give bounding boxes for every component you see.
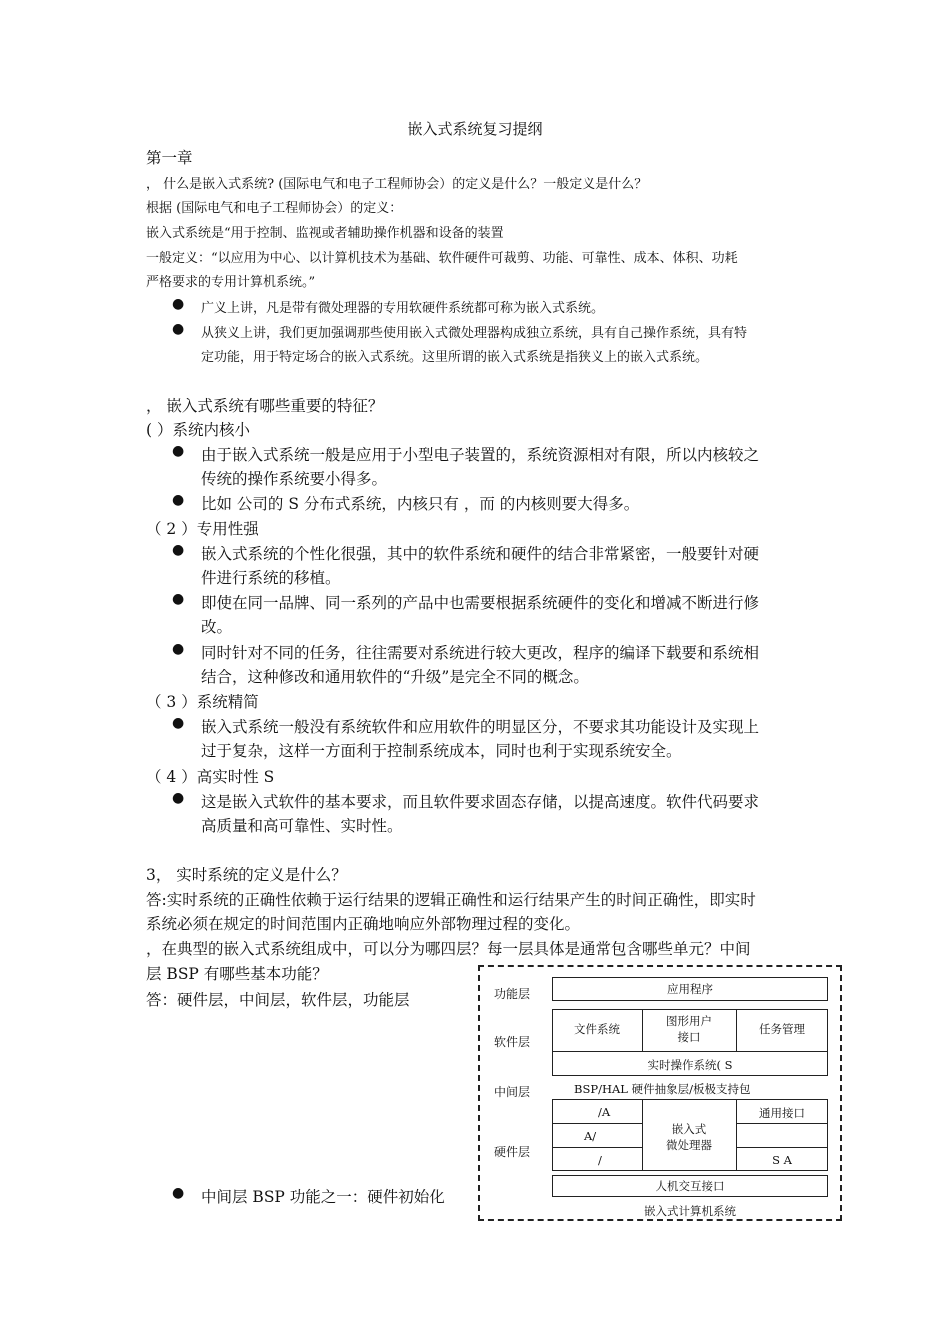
q3-answer-line2: 系统必须在规定的时间范围内正确地响应外部物理过程的变化。 bbox=[146, 915, 581, 933]
divider bbox=[552, 1123, 642, 1124]
file-system-label: 文件系统 bbox=[574, 1022, 620, 1036]
q2-h2-bullet3-line1: 同时针对不同的任务，往往需要对系统进行较大更改，程序的编译下载要和系统相 bbox=[201, 644, 760, 662]
divider bbox=[736, 1147, 828, 1148]
q2-h4-bullet1-line1: 这是嵌入式软件的基本要求，而且软件要求固态存储，以提高速度。软件代码要求 bbox=[201, 793, 760, 811]
bullet-icon: ● bbox=[172, 492, 185, 508]
divider bbox=[552, 1051, 828, 1052]
application-box: 应用程序 bbox=[552, 977, 828, 1001]
q2-heading1: ( ）系统内核小 bbox=[146, 421, 250, 439]
bullet-icon: ● bbox=[172, 591, 185, 607]
hardware-cell-c: / bbox=[598, 1153, 602, 1167]
q3-answer-line1: 答:实时系统的正确性依赖于运行结果的逻辑正确性和运行结果产生的时间正确性，即实时 bbox=[146, 891, 756, 909]
q2-h2-bullet1-line1: 嵌入式系统的个性化很强，其中的软件系统和硬件的结合非常紧密，一般要针对硬 bbox=[201, 545, 760, 563]
q2-h4-bullet1-line2: 高质量和高可靠性、实时性。 bbox=[201, 817, 403, 835]
gui-label-line1: 图形用户 bbox=[666, 1014, 712, 1028]
q2-heading2: （ 2 ）专用性强 bbox=[146, 520, 259, 538]
layer-label-software: 软件层 bbox=[494, 1035, 531, 1049]
q1-bullet1: 广义上讲，凡是带有微处理器的专用软硬件系统都可称为嵌入式系统。 bbox=[201, 301, 605, 316]
divider bbox=[552, 1147, 642, 1148]
hmi-box: 人机交互接口 bbox=[552, 1175, 828, 1197]
q1-general-definition-line1: 一般定义：“以应用为中心、以计算机技术为基础、软件硬件可裁剪、功能、可靠性、成本、体积、功耗 bbox=[146, 251, 738, 266]
hardware-cell-a: /A bbox=[598, 1105, 611, 1119]
chapter-heading: 第一章 bbox=[146, 149, 193, 167]
q2-h2-bullet2-line1: 即使在同一品牌、同一系列的产品中也需要根据系统硬件的变化和增减不断进行修 bbox=[201, 594, 760, 612]
bullet-icon: ● bbox=[172, 790, 185, 806]
q2-h2-bullet2-line2: 改。 bbox=[201, 618, 233, 636]
task-management-label: 任务管理 bbox=[759, 1022, 805, 1036]
hardware-cell-b: A/ bbox=[584, 1129, 597, 1143]
q4-question-line2: 层 BSP 有哪些基本功能？ bbox=[146, 965, 328, 983]
bullet-icon: ● bbox=[172, 641, 185, 657]
rtos-label: 实时操作系统( S bbox=[647, 1058, 733, 1072]
q2-h1-bullet1-line2: 传统的操作系统要小得多。 bbox=[201, 470, 388, 488]
document-title: 嵌入式系统复习提纲 bbox=[407, 120, 543, 138]
q1-intro: 根据 (国际电气和电子工程师协会）的定义： bbox=[146, 201, 403, 216]
bullet-icon: ● bbox=[172, 443, 185, 459]
q4-answer: 答：硬件层，中间层，软件层，功能层 bbox=[146, 991, 410, 1009]
q4-question-line1: ，在典型的嵌入式系统组成中，可以分为哪四层？每一层具体是通常包含哪些单元？中间 bbox=[146, 940, 751, 958]
q2-h3-bullet1-line1: 嵌入式系统一般没有系统软件和应用软件的明显区分，不要求其功能设计及实现上 bbox=[201, 718, 760, 736]
general-io-label: 通用接口 bbox=[759, 1106, 805, 1120]
layer-label-hardware: 硬件层 bbox=[494, 1145, 531, 1159]
q2-h1-bullet2: 比如 公司的 S 分布式系统，内核只有 ，而 的内核则要大得多。 bbox=[201, 495, 640, 513]
q1-general-definition-line2: 严格要求的专用计算机系统。” bbox=[146, 275, 316, 290]
gui-label-line2: 接口 bbox=[677, 1030, 701, 1044]
q2-h2-bullet3-line2: 结合，这种修改和通用软件的“升级”是完全不同的概念。 bbox=[201, 668, 589, 686]
q1-question: ， 什么是嵌入式系统? (国际电气和电子工程师协会）的定义是什么？一般定义是什么？ bbox=[146, 177, 648, 192]
bullet-icon: ● bbox=[172, 321, 185, 337]
divider bbox=[552, 1075, 828, 1076]
hardware-cell-sa: S A bbox=[772, 1153, 792, 1167]
divider bbox=[736, 1123, 828, 1124]
q2-heading3: （ 3 ）系统精简 bbox=[146, 693, 259, 711]
q4-bullet: 中间层 BSP 功能之一：硬件初始化 bbox=[201, 1188, 445, 1206]
bullet-icon: ● bbox=[172, 715, 185, 731]
q1-bullet2-line1: 从狭义上讲，我们更加强调那些使用嵌入式微处理器构成独立系统，具有自己操作系统，具有特 bbox=[201, 326, 748, 341]
q3-question: 3， 实时系统的定义是什么？ bbox=[146, 866, 347, 884]
q2-h1-bullet1-line1: 由于嵌入式系统一般是应用于小型电子装置的，系统资源相对有限，所以内核较之 bbox=[201, 446, 760, 464]
bullet-icon: ● bbox=[172, 296, 185, 312]
q2-h3-bullet1-line2: 过于复杂，这样一方面利于控制系统成本，同时也利于实现系统安全。 bbox=[201, 742, 682, 760]
bsp-hal-label: BSP/HAL 硬件抽象层/板极支持包 bbox=[574, 1082, 751, 1096]
diagram-caption: 嵌入式计算机系统 bbox=[644, 1204, 736, 1218]
q2-heading4: （ 4 ）高实时性 S bbox=[146, 768, 275, 786]
layer-label-function: 功能层 bbox=[494, 987, 531, 1001]
layer-label-middle: 中间层 bbox=[494, 1085, 531, 1099]
q1-ieee-definition: 嵌入式系统是“用于控制、监视或者辅助操作机器和设备的装置 bbox=[146, 226, 504, 241]
cpu-label-line1: 嵌入式 bbox=[671, 1122, 707, 1136]
cpu-label-line2: 微处理器 bbox=[666, 1138, 712, 1152]
q1-bullet2-line2: 定功能，用于特定场合的嵌入式系统。这里所谓的嵌入式系统是指狭义上的嵌入式系统。 bbox=[201, 350, 709, 365]
q2-question: ， 嵌入式系统有哪些重要的特征？ bbox=[146, 397, 384, 415]
bullet-icon: ● bbox=[172, 1185, 185, 1201]
q2-h2-bullet1-line2: 件进行系统的移植。 bbox=[201, 569, 341, 587]
embedded-system-diagram bbox=[478, 965, 842, 1221]
bullet-icon: ● bbox=[172, 542, 185, 558]
